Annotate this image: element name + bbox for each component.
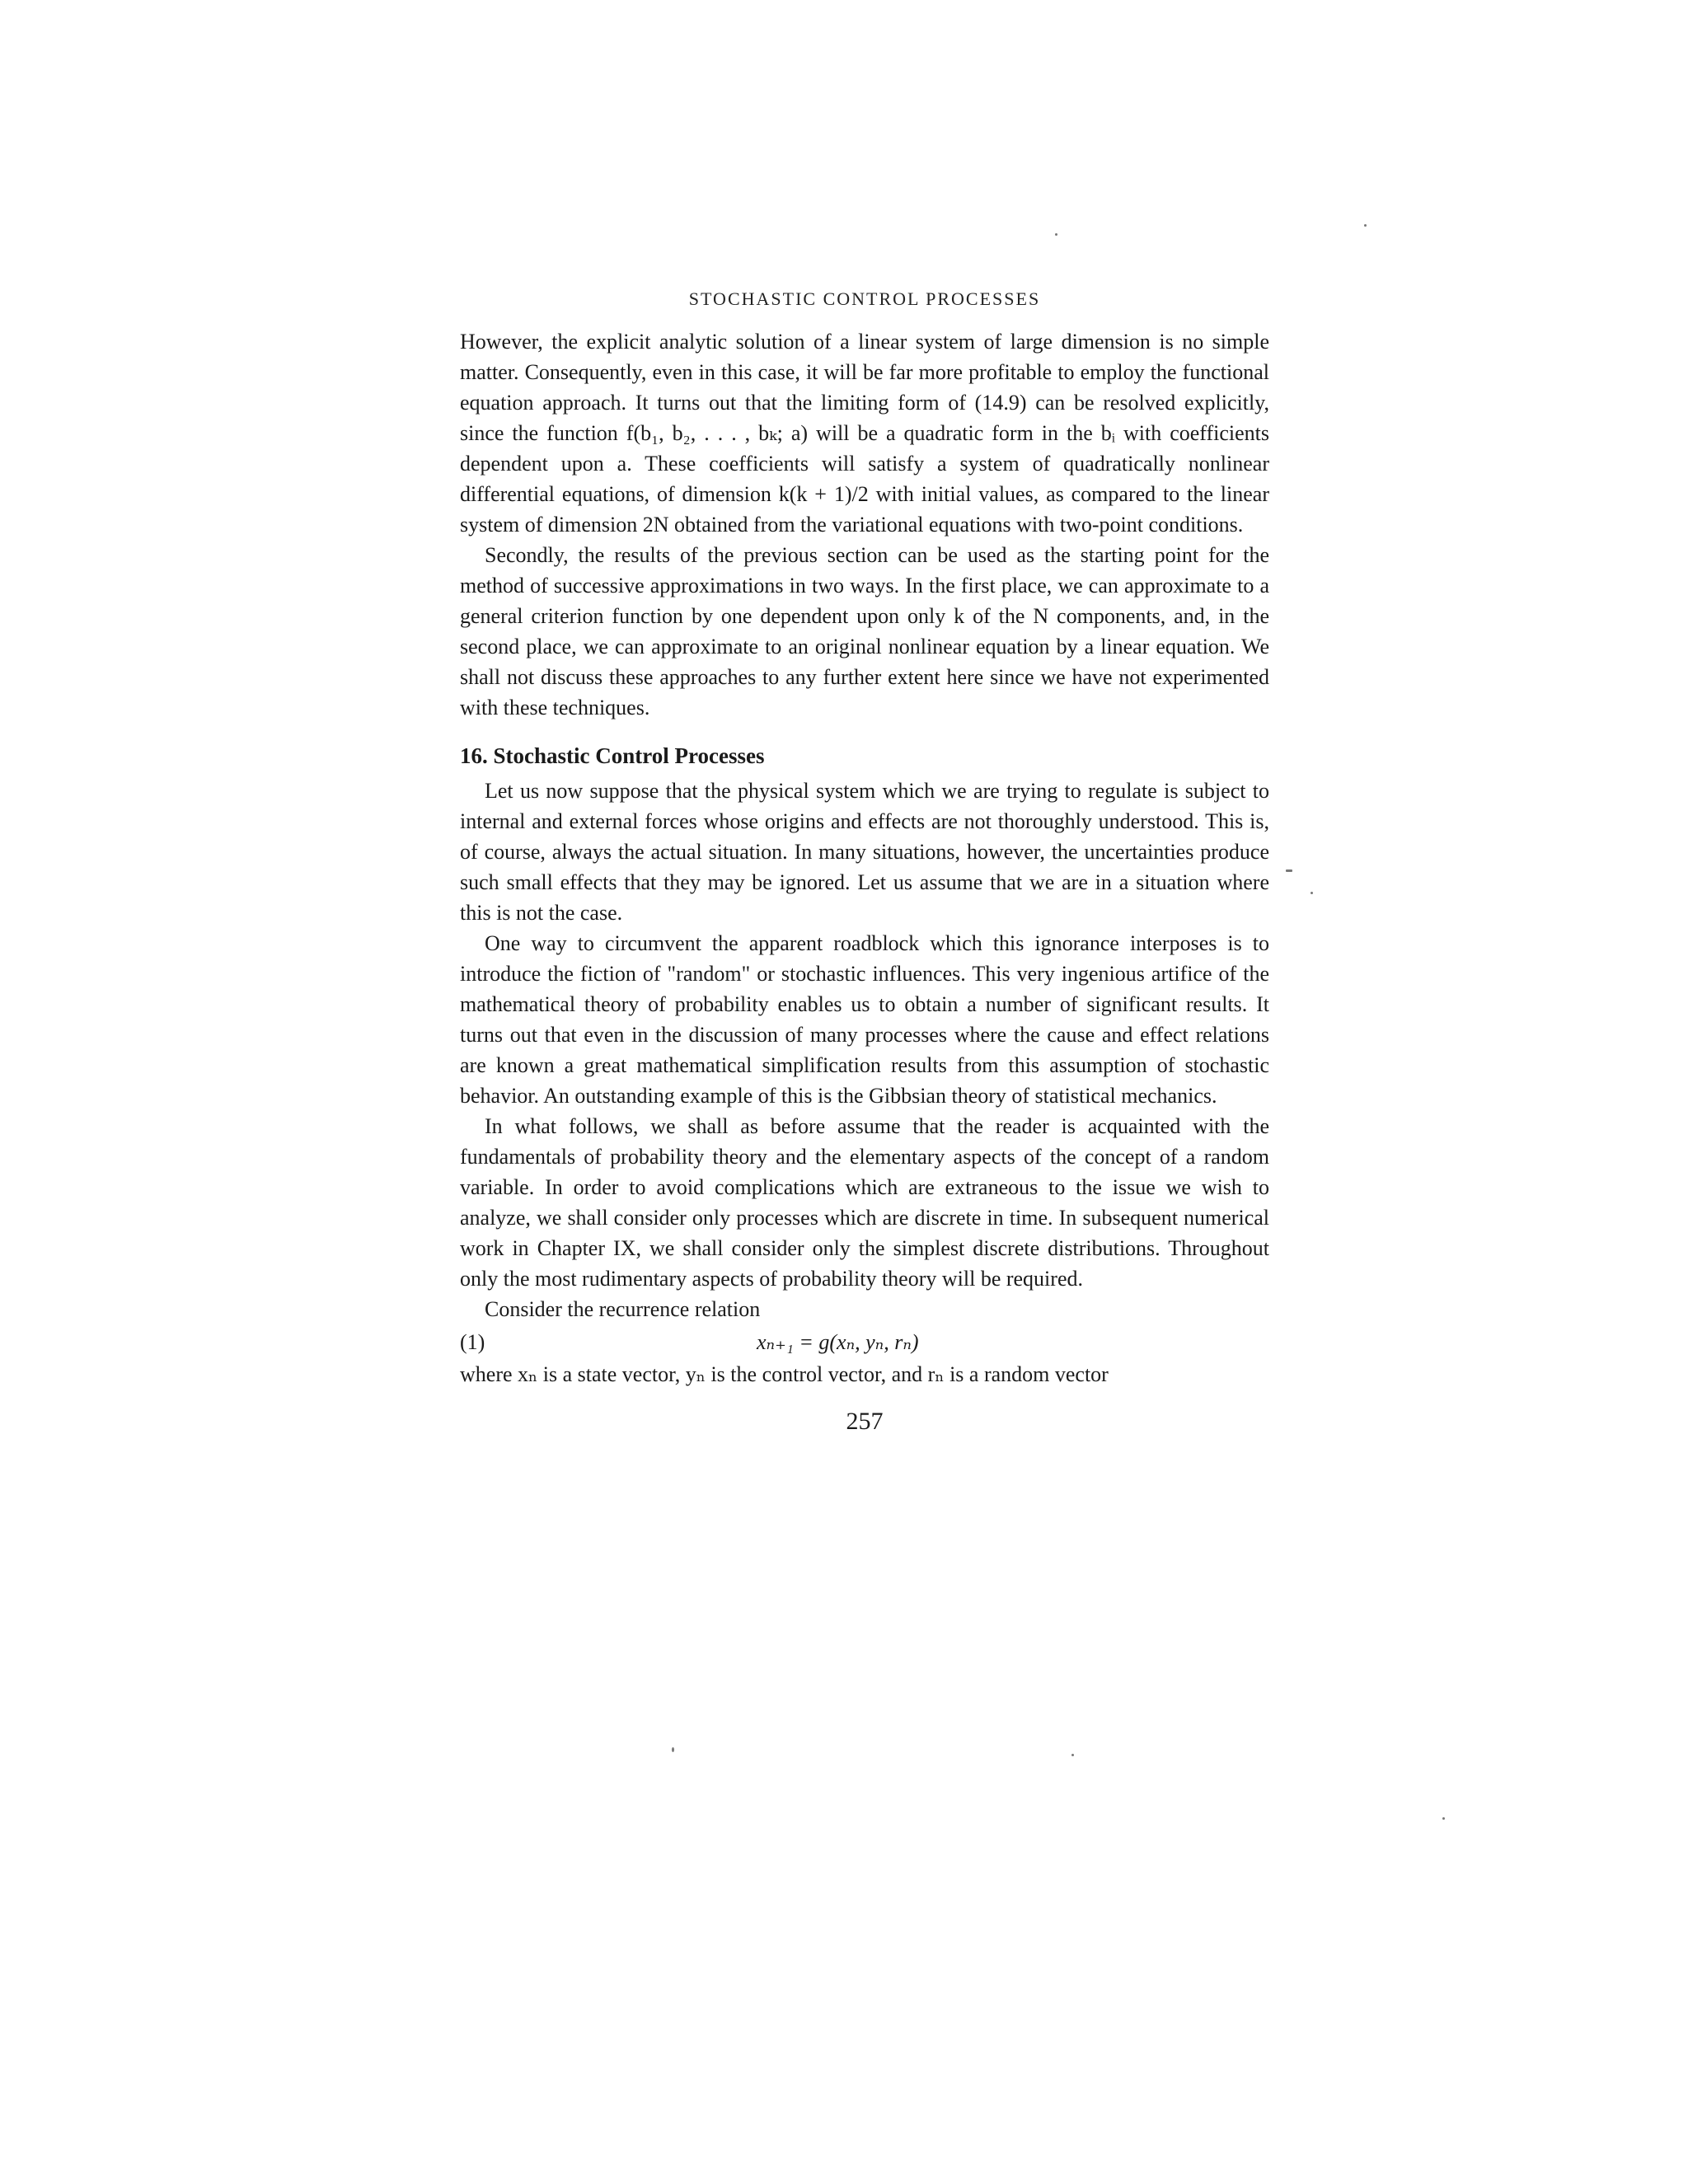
equation-number: (1) (460, 1330, 485, 1354)
page-number: 257 (846, 1408, 884, 1435)
section-heading: 16. Stochastic Control Processes (460, 743, 765, 768)
paragraph-state-vector: where xₙ is a state vector, yₙ is the control vector, and rₙ is a random vector (460, 1362, 1109, 1386)
paragraph-probability-fundamentals: In what follows, we shall as before assume that the reader is acquainted with the fundamentals of probability theory and the elementary aspects of the concept of a random variable. In order to avoid complications which are extraneous to the issue we wish to analyze, we shall consider only processes which are discrete in time. In subsequent numerical work in Chapter IX, we shall consider only the simplest discrete distributions. Throughout only the most rudimentary aspects of probability theory will be required. (460, 1114, 1269, 1291)
paragraph-successive-approximations: Secondly, the results of the previous section can be used as the starting point for the method of successive approximations in two ways. In the first place, we can approximate to a general criterion function by one dependent upon only k of the N components, and, in the second place, we can approximate to an original nonlinear equation by a linear equation. We shall not discuss these approaches to any further extent here since we have not experimented with these techniques. (460, 543, 1269, 719)
paragraph-recurrence-intro: Consider the recurrence relation (485, 1297, 761, 1321)
paragraph-random-influences: One way to circumvent the apparent roadblock which this ignorance interposes is to introduce the fiction of "random" or stochastic influences. This very ingenious artifice of the mathematical theory of probability enables us to obtain a number of significant results. It turns out that even in the discussion of many processes where the cause and effect relations are known a great mathematical simplification results from this assumption of stochastic behavior. An outstanding example of this is the Gibbsian theory of statistical mechanics. (460, 931, 1269, 1108)
scan-speck (1286, 869, 1292, 872)
scan-speck (1311, 892, 1313, 894)
scan-speck (1055, 233, 1057, 236)
scan-speck (1442, 1817, 1445, 1820)
scan-speck (1071, 1754, 1074, 1756)
paragraph-physical-system: Let us now suppose that the physical system which we are trying to regulate is subject to internal and external forces whose origins and effects are not thoroughly understood. This is, of course, always the actual situation. In many situations, however, the uncertainties produce such small effects that they may be ignored. Let us assume that we are in a situation where this is not the case. (460, 779, 1269, 925)
running-head: STOCHASTIC CONTROL PROCESSES (688, 288, 1041, 309)
page-content (460, 288, 1269, 1436)
equation-1 (460, 1326, 1269, 1359)
scan-speck (1364, 224, 1367, 227)
scan-speck (672, 1747, 674, 1752)
equation-body: xₙ₊₁ = g(xₙ, yₙ, rₙ) (757, 1330, 919, 1354)
paragraph-analytic-solution: However, the explicit analytic solution of a linear system of large dimension is no simple matter. Consequently, even in this case, it will be far more profitable to employ the functional equation approach. It turns out that the limiting form of (14.9) can be resolved explicitly, since the function f(b₁, b₂, . . . , bₖ; a) will be a quadratic form in the bᵢ with coefficients dependent upon a. These coefficients will satisfy a system of quadratically nonlinear differential equations, of dimension k(k + 1)/2 with initial values, as compared to the linear system of dimension 2N obtained from the variational equations with two-point conditions. (460, 330, 1269, 537)
